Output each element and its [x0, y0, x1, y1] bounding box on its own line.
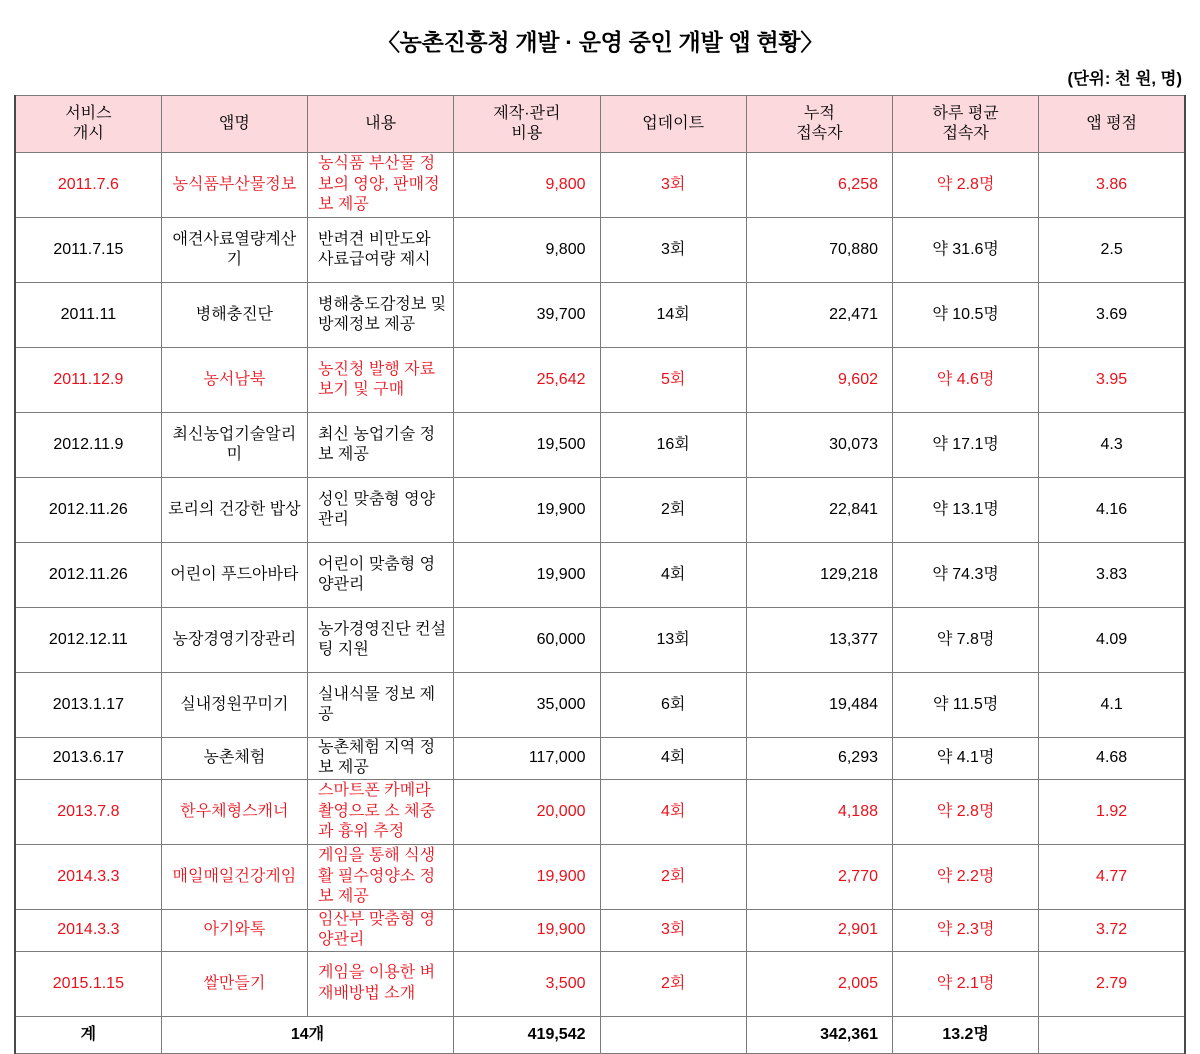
cell-description: 게임을 이용한 벼 재배방법 소개 — [308, 951, 454, 1016]
header-line1: 내용 — [365, 114, 397, 132]
header-line2: 접속자 — [942, 125, 989, 142]
cell-total-users: 2,005 — [746, 951, 892, 1016]
cell-description: 반려견 비만도와 사료급여량 제시 — [308, 218, 454, 283]
cell-total-users: 70,880 — [746, 218, 892, 283]
cell-app-name: 매일매일건강게임 — [161, 844, 307, 909]
cell-app-score: 3.72 — [1039, 909, 1185, 951]
header-line2: 접속자 — [796, 125, 843, 142]
cell-app-score: 4.16 — [1039, 478, 1185, 543]
table-row — [15, 738, 1185, 780]
table-row — [15, 673, 1185, 738]
cell-service-start: 2013.1.17 — [15, 673, 161, 738]
cell-daily-average: 약 17.1명 — [893, 413, 1039, 478]
cell-app-name: 한우체형스캐너 — [161, 779, 307, 844]
cell-description: 농가경영진단 컨설팅 지원 — [308, 608, 454, 673]
cell-app-name: 아기와톡 — [161, 909, 307, 951]
cell-total-users: 4,188 — [746, 779, 892, 844]
cell-cost: 19,900 — [454, 909, 600, 951]
table-row — [15, 608, 1185, 673]
cell-cost: 19,900 — [454, 543, 600, 608]
cell-total-users: 22,841 — [746, 478, 892, 543]
cell-service-start: 2012.11.26 — [15, 478, 161, 543]
table-row — [15, 951, 1185, 1016]
cell-daily-average: 약 2.1명 — [893, 951, 1039, 1016]
unit-note: (단위: 천 원, 명) — [1067, 70, 1182, 88]
cell-daily-average: 약 13.1명 — [893, 478, 1039, 543]
page-title: 〈농촌진흥청 개발 · 운영 중인 개발 앱 현황〉 — [376, 29, 824, 55]
cell-description: 스마트폰 카메라 촬영으로 소 체중과 흉위 추정 — [308, 779, 454, 844]
cell-daily-average: 약 2.8명 — [893, 779, 1039, 844]
footer-daily-average-total: 13.2명 — [893, 1016, 1039, 1053]
footer-app-count: 14개 — [161, 1016, 454, 1053]
cell-cost: 19,900 — [454, 478, 600, 543]
cell-total-users: 6,293 — [746, 738, 892, 780]
cell-cost: 35,000 — [454, 673, 600, 738]
cell-daily-average: 약 4.1명 — [893, 738, 1039, 780]
cell-app-name: 애견사료열량계산기 — [161, 218, 307, 283]
table-row — [15, 909, 1185, 951]
cell-daily-average: 약 74.3명 — [893, 543, 1039, 608]
table-row — [15, 844, 1185, 909]
header-line1: 누적 — [803, 104, 835, 122]
footer-users-total: 342,361 — [746, 1016, 892, 1053]
cell-app-score: 3.86 — [1039, 153, 1185, 218]
cell-total-users: 19,484 — [746, 673, 892, 738]
cell-app-score: 4.77 — [1039, 844, 1185, 909]
cell-app-name: 농서남북 — [161, 348, 307, 413]
cell-cost: 19,500 — [454, 413, 600, 478]
cell-app-score: 3.83 — [1039, 543, 1185, 608]
cell-app-score: 4.3 — [1039, 413, 1185, 478]
cell-service-start: 2013.6.17 — [15, 738, 161, 780]
cell-description: 농촌체험 지역 정보 제공 — [308, 738, 454, 780]
cell-updates: 13회 — [600, 608, 746, 673]
header-line1: 앱명 — [218, 114, 250, 132]
header-cell-app-name — [161, 96, 307, 153]
footer-score-total — [1039, 1016, 1185, 1053]
cell-updates: 4회 — [600, 738, 746, 780]
cell-cost: 39,700 — [454, 283, 600, 348]
cell-app-name: 쌀만들기 — [161, 951, 307, 1016]
cell-description: 어린이 맞춤형 영양관리 — [308, 543, 454, 608]
cell-total-users: 2,901 — [746, 909, 892, 951]
cell-app-name: 농식품부산물정보 — [161, 153, 307, 218]
header-line1: 제작·관리 — [493, 104, 561, 122]
cell-daily-average: 약 4.6명 — [893, 348, 1039, 413]
cell-service-start: 2011.11 — [15, 283, 161, 348]
header-line2: 개시 — [72, 125, 104, 142]
cell-description: 농진청 발행 자료 보기 및 구매 — [308, 348, 454, 413]
table-row — [15, 153, 1185, 218]
cell-app-name: 로리의 건강한 밥상 — [161, 478, 307, 543]
cell-service-start: 2012.11.26 — [15, 543, 161, 608]
cell-cost: 9,800 — [454, 218, 600, 283]
table-row — [15, 478, 1185, 543]
cell-app-score: 2.79 — [1039, 951, 1185, 1016]
header-cell-updates — [600, 96, 746, 153]
cell-daily-average: 약 2.2명 — [893, 844, 1039, 909]
cell-updates: 3회 — [600, 909, 746, 951]
cell-updates: 5회 — [600, 348, 746, 413]
header-cell-description — [308, 96, 454, 153]
cell-app-score: 3.69 — [1039, 283, 1185, 348]
footer-row — [15, 1016, 1185, 1053]
table-row — [15, 543, 1185, 608]
cell-updates: 4회 — [600, 779, 746, 844]
header-cell-cost — [454, 96, 600, 153]
cell-description: 임산부 맞춤형 영양관리 — [308, 909, 454, 951]
cell-description: 최신 농업기술 정보 제공 — [308, 413, 454, 478]
header-line1: 서비스 — [65, 104, 112, 122]
document-page — [0, 24, 1200, 1043]
header-line1: 업데이트 — [642, 114, 705, 132]
header-row — [15, 96, 1185, 153]
cell-description: 성인 맞춤형 영양관리 — [308, 478, 454, 543]
cell-daily-average: 약 31.6명 — [893, 218, 1039, 283]
cell-cost: 9,800 — [454, 153, 600, 218]
table-row — [15, 779, 1185, 844]
table-footer — [15, 1016, 1185, 1053]
cell-updates: 2회 — [600, 478, 746, 543]
cell-app-score: 3.95 — [1039, 348, 1185, 413]
cell-updates: 3회 — [600, 153, 746, 218]
cell-cost: 19,900 — [454, 844, 600, 909]
cell-app-score: 4.68 — [1039, 738, 1185, 780]
cell-description: 게임을 통해 식생활 필수영양소 정보 제공 — [308, 844, 454, 909]
table-body — [15, 153, 1185, 1017]
cell-service-start: 2014.3.3 — [15, 844, 161, 909]
table-row — [15, 218, 1185, 283]
cell-total-users: 6,258 — [746, 153, 892, 218]
cell-service-start: 2011.12.9 — [15, 348, 161, 413]
cell-daily-average: 약 10.5명 — [893, 283, 1039, 348]
cell-updates: 14회 — [600, 283, 746, 348]
cell-app-name: 실내정원꾸미기 — [161, 673, 307, 738]
cell-app-score: 4.09 — [1039, 608, 1185, 673]
cell-total-users: 22,471 — [746, 283, 892, 348]
cell-cost: 20,000 — [454, 779, 600, 844]
header-cell-app-score — [1039, 96, 1185, 153]
cell-app-name: 병해충진단 — [161, 283, 307, 348]
app-status-table — [14, 95, 1186, 1054]
cell-cost: 60,000 — [454, 608, 600, 673]
header-line1: 앱 평점 — [1086, 114, 1138, 132]
cell-service-start: 2013.7.8 — [15, 779, 161, 844]
cell-daily-average: 약 2.3명 — [893, 909, 1039, 951]
header-cell-total-users — [746, 96, 892, 153]
cell-service-start: 2011.7.6 — [15, 153, 161, 218]
cell-app-name: 농촌체험 — [161, 738, 307, 780]
cell-updates: 2회 — [600, 844, 746, 909]
cell-app-score: 2.5 — [1039, 218, 1185, 283]
cell-updates: 4회 — [600, 543, 746, 608]
cell-daily-average: 약 2.8명 — [893, 153, 1039, 218]
header-line2: 비용 — [511, 125, 543, 142]
cell-total-users: 9,602 — [746, 348, 892, 413]
cell-service-start: 2012.12.11 — [15, 608, 161, 673]
cell-cost: 25,642 — [454, 348, 600, 413]
cell-description: 농식품 부산물 정보의 영양, 판매정보 제공 — [308, 153, 454, 218]
cell-cost: 3,500 — [454, 951, 600, 1016]
cell-app-score: 4.1 — [1039, 673, 1185, 738]
header-cell-daily-average — [893, 96, 1039, 153]
footer-cost-total: 419,542 — [454, 1016, 600, 1053]
cell-total-users: 30,073 — [746, 413, 892, 478]
cell-total-users: 2,770 — [746, 844, 892, 909]
header-line1: 하루 평균 — [932, 104, 999, 122]
cell-daily-average: 약 7.8명 — [893, 608, 1039, 673]
cell-updates: 3회 — [600, 218, 746, 283]
footer-updates-total — [600, 1016, 746, 1053]
cell-app-name: 최신농업기술알리미 — [161, 413, 307, 478]
cell-service-start: 2015.1.15 — [15, 951, 161, 1016]
cell-app-name: 농장경영기장관리 — [161, 608, 307, 673]
table-header — [15, 96, 1185, 153]
cell-app-score: 1.92 — [1039, 779, 1185, 844]
cell-app-name: 어린이 푸드아바타 — [161, 543, 307, 608]
cell-updates: 2회 — [600, 951, 746, 1016]
table-row — [15, 348, 1185, 413]
cell-updates: 16회 — [600, 413, 746, 478]
cell-description: 실내식물 정보 제공 — [308, 673, 454, 738]
footer-label: 계 — [15, 1016, 161, 1053]
cell-updates: 6회 — [600, 673, 746, 738]
header-cell-service-start — [15, 96, 161, 153]
table-row — [15, 413, 1185, 478]
cell-service-start: 2012.11.9 — [15, 413, 161, 478]
cell-cost: 117,000 — [454, 738, 600, 780]
cell-daily-average: 약 11.5명 — [893, 673, 1039, 738]
cell-total-users: 129,218 — [746, 543, 892, 608]
cell-service-start: 2014.3.3 — [15, 909, 161, 951]
cell-description: 병해충도감정보 및 방제정보 제공 — [308, 283, 454, 348]
table-row — [15, 283, 1185, 348]
cell-service-start: 2011.7.15 — [15, 218, 161, 283]
cell-total-users: 13,377 — [746, 608, 892, 673]
